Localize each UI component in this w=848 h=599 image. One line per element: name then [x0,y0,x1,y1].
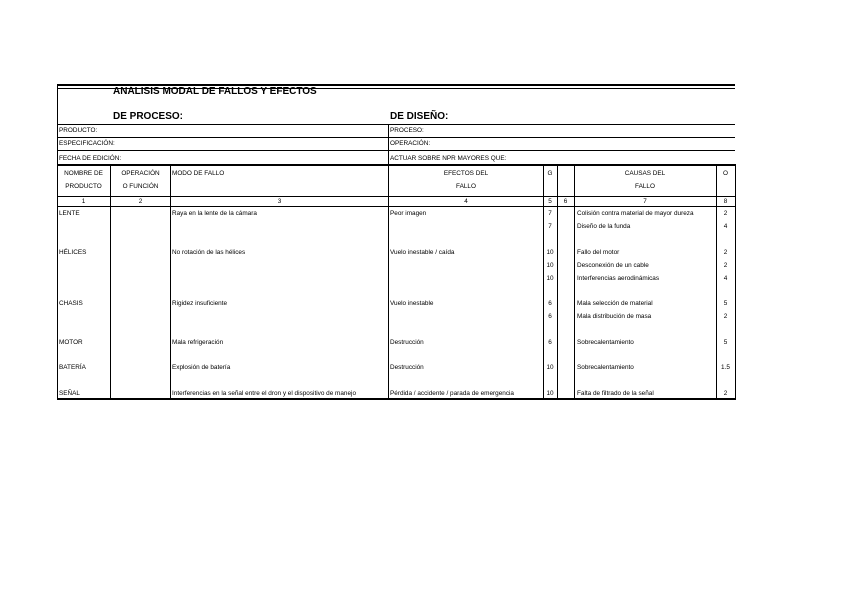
row-o: 2 [723,210,728,217]
row-modo: Rigidez insuficiente [172,300,228,307]
left-border [57,124,58,400]
row-o: 5 [723,339,728,346]
row-causa: Mala distribución de masa [577,313,652,320]
col-operacion-line1: OPERACIÓN [121,170,160,177]
info-line-2 [57,137,735,138]
row-o: 2 [723,313,728,320]
fecha-label: FECHA DE EDICIÓN: [59,155,122,162]
table-bottom-line [57,398,735,400]
row-g: 6 [548,339,552,346]
row-o: 4 [723,223,728,230]
row-causa: Mala selección de material [577,300,653,307]
row-causa: Sobrecalentamiento [577,339,634,346]
row-g: 10 [546,364,554,371]
row-producto: LENTE [59,210,80,217]
col-number-2: 2 [138,198,143,205]
col-number-7: 7 [643,198,647,205]
right-border [735,164,736,400]
row-g: 6 [548,300,552,307]
row-g: 7 [548,223,552,230]
row-g: 7 [548,210,552,217]
row-efecto: Destrucción [390,364,424,371]
col-o: O [723,170,728,177]
row-producto: MOTOR [59,339,83,346]
diseno-heading: DE DISEÑO: [390,111,449,122]
info-divider [388,124,389,164]
row-efecto: Pérdida / accidente / parada de emergencia [390,390,514,397]
producto-label: PRODUCTO: [59,127,98,134]
row-efecto: Destrucción [390,339,424,346]
row-causa: Fallo del motor [577,249,620,256]
row-g: 10 [546,275,554,282]
row-causa: Diseño de la funda [577,223,631,230]
col-number-6: 6 [563,198,568,205]
info-line-4 [57,164,735,166]
row-efecto: Vuelo inestable [390,300,434,307]
col-number-5: 5 [548,198,552,205]
especificacion-label: ESPECIFICACIÓN: [59,140,115,147]
header-bottom-line [57,196,735,197]
row-g: 10 [546,262,554,269]
row-o: 2 [723,390,728,397]
row-causa: Sobrecalentamiento [577,364,634,371]
row-efecto: Peor imagen [390,210,427,217]
col-g: G [547,170,553,177]
actuar-label: ACTUAR SOBRE NPR MAYORES QUE: [390,155,507,162]
col-nombre-line2: PRODUCTO [65,183,102,190]
row-o: 2 [723,262,728,269]
row-causa: Interferencias aerodinámicas [577,275,660,282]
row-o: 5 [723,300,728,307]
number-row-line [57,206,735,207]
info-line-1 [57,124,735,125]
col-number-8: 8 [723,198,728,205]
row-producto: HÉLICES [59,249,87,256]
row-producto: SEÑAL [59,390,80,397]
proceso-heading: DE PROCESO: [113,111,184,122]
row-modo: No rotación de las hélices [172,249,246,256]
col-number-4: 4 [464,198,468,205]
row-g: 10 [546,249,554,256]
left-border-header [57,84,58,127]
col-operacion-line2: O FUNCIÓN [122,183,159,190]
document-title: ANÁLISIS MODAL DE FALLOS Y EFECTOS [113,86,317,97]
row-o: 1.5 [721,364,730,371]
row-modo: Explosión de batería [172,364,231,371]
row-producto: BATERÍA [59,364,86,371]
col-causas-line2: FALLO [635,183,655,190]
col-number-3: 3 [277,198,282,205]
col-causas-line1: CAUSAS DEL [624,170,666,177]
col-nombre-line1: NOMBRE DE [64,170,103,177]
row-g: 10 [546,390,554,397]
row-modo: Raya en la lente de la cámara [172,210,257,217]
operacion-label: OPERACIÓN: [390,140,431,147]
row-producto: CHASIS [59,300,83,307]
row-modo: Interferencias en la señal entre el dron y el dispositivo de manejo [172,390,357,397]
row-o: 2 [723,249,728,256]
col-modo: MODO DE FALLO [172,170,225,177]
proceso-label: PROCESO: [390,127,424,134]
info-line-3 [57,150,735,151]
row-causa: Falta de filtrado de la señal [577,390,654,397]
col-number-1: 1 [81,198,86,205]
col-efectos-line2: FALLO [456,183,476,190]
row-modo: Mala refrigeración [172,339,224,346]
row-causa: Desconexión de un cable [577,262,649,269]
row-causa: Colisión contra material de mayor dureza [577,210,694,217]
row-o: 4 [723,275,728,282]
col-efectos-line1: EFECTOS DEL [443,170,489,177]
row-g: 6 [548,313,552,320]
row-efecto: Vuelo inestable / caída [390,249,455,256]
